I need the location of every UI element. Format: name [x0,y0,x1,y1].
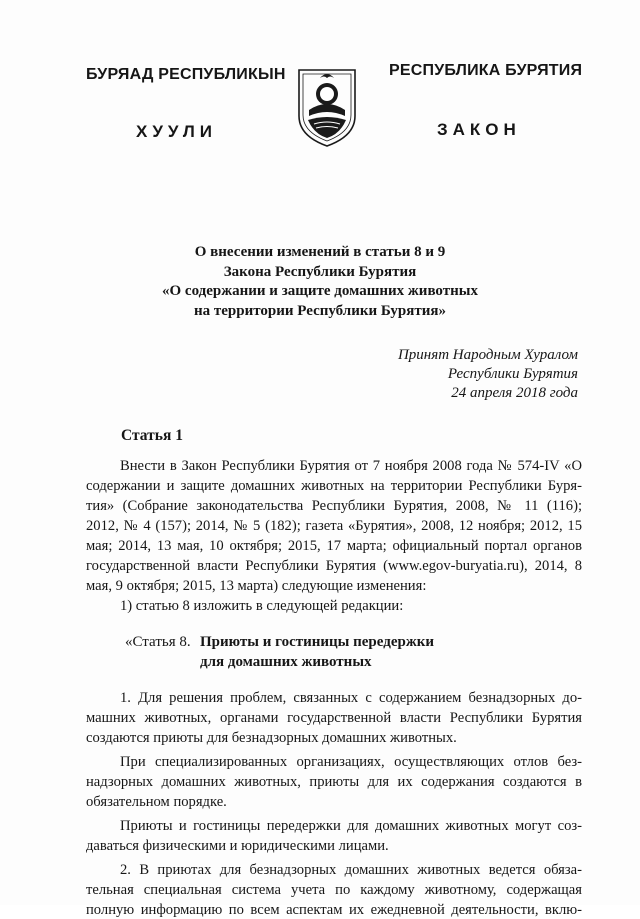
body-line: даваться физическими и юридическими лицами. [86,838,389,854]
body-line: содержании и защите домашних животных на территории Республики Буря- [86,478,582,494]
body-line: Внести в Закон Республики Бурятия от 7 ноября 2008 года № 574-IV «О [120,458,582,474]
body-line: тия» (Собрание законодательства Республики Бурятия, 2008, № 11 (116); [86,498,582,514]
body-line: обязательном порядке. [86,794,227,810]
body-line: государственной власти Республики Бурятия (www.egov-buryatia.ru), 2014, 8 [86,558,582,574]
header-republic-buryatia: РЕСПУБЛИКА БУРЯТИЯ [389,62,583,79]
adoption-line: 24 апреля 2018 года [451,385,578,401]
title-line: на территории Республики Бурятия» [193,302,447,319]
article8-heading-text: для домашних животных [200,654,372,670]
body-line: мая; 2014, 13 мая, 10 октября; 2015, 17 марта; официальный портал органов [86,538,582,554]
body-line: 2. В приютах для безнадзорных домашних животных ведется обяза- [120,862,582,878]
body-line: машних животных, органами государственной власти Республики Бурятия [86,710,582,726]
body-line: тельная специальная система учета по каждому животному, содержащая [86,882,582,898]
adoption-line: Республики Бурятия [447,366,578,382]
coat-of-arms-icon [296,64,358,148]
body-line: полную информацию по всем аспектам их ежедневной деятельности, вклю- [86,902,582,918]
article8-heading-line [200,654,372,671]
body-line: 2012, № 4 (157); 2014, № 5 (182); газета «Бурятия», 2008, 12 ноября; 2012, 15 [86,518,582,534]
article8-heading-text: Приюты и гостиницы передержки [200,634,434,650]
article8-heading-line [200,634,434,651]
body-line: надзорных домашних животных, приюты для их содержания создаются в [86,774,582,790]
article-heading: Статья 1 [121,427,183,444]
law-title [0,243,640,321]
article8-prefix: «Статья 8. [125,634,191,650]
body-line: мая, 9 октября; 2015, 13 марта) следующие изменения: [86,578,427,594]
header-buryat-republic: БУРЯАД РЕСПУБЛИКЫН [86,66,286,83]
body-line: 1. Для решения проблем, связанных с содержанием безнадзорных до- [120,690,582,706]
header-zakon: ЗАКОН [437,120,521,139]
adoption-line: Принят Народным Хуралом [397,347,578,363]
title-line: Закона Республики Бурятия [223,263,417,280]
adoption-note [398,346,578,403]
amendment-item: 1) статью 8 изложить в следующей редакции: [120,598,404,614]
body-line: При специализированных организациях, осуществляющих отлов без- [120,754,582,770]
header-khuuli: ХУУЛИ [136,122,217,141]
title-line: «О содержании и защите домашних животных [162,283,478,299]
body-line: Приюты и гостиницы передержки для домашних животных могут соз- [120,818,582,834]
title-line: О внесении изменений в статьи 8 и 9 [194,244,446,260]
body-line: создаются приюты для безнадзорных домашних животных. [86,730,457,746]
